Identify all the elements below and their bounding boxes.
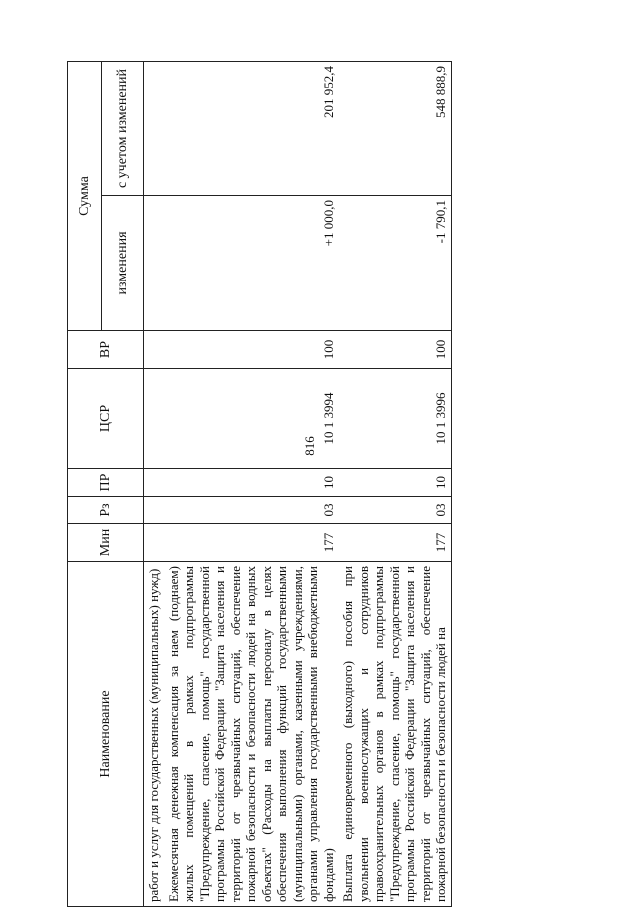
table-row [144, 62, 164, 907]
row-change: +1 000,0 [164, 196, 339, 331]
row-vr: 100 [338, 331, 451, 369]
row-rz: 03 [338, 497, 451, 524]
budget-table [67, 61, 452, 907]
header-pr: ПР [68, 469, 144, 497]
header-change: изменения [102, 196, 144, 331]
row-change: -1 790,1 [338, 196, 451, 331]
table-row [338, 62, 451, 907]
row-pr: 10 [338, 469, 451, 497]
header-csr: ЦСР [68, 369, 144, 469]
row-vr: 100 [164, 331, 339, 369]
page-number: 816 [301, 436, 317, 456]
row-total: 548 888,9 [338, 62, 451, 196]
row-name: работ и услуг для государственных (муниципальных) нужд) [144, 562, 164, 907]
header-min: Мин [68, 524, 144, 562]
row-pr: 10 [164, 469, 339, 497]
table-row [164, 62, 339, 907]
budget-table-sheet [67, 62, 637, 907]
row-pr [144, 469, 164, 497]
header-rz: Рз [68, 497, 144, 524]
row-name: Выплата единовременного (выходного) пособия при увольнении военнослужащих и сотрудников правоохранительных органов в рамках подпрограммы "Предупреждение, спасение, помощь" государственной программы Российской Федерации "Защита населения и территорий от чрезвычайных ситуаций, обеспечение пожарной безопасности и безопасности людей на [338, 562, 451, 907]
row-change [144, 196, 164, 331]
row-total: 201 952,4 [164, 62, 339, 196]
header-name: Наименование [68, 562, 144, 907]
row-name: Ежемесячная денежная компенсация за наем (поднаем) жилых помещений в рамках подпрограммы "Предупреждение, спасение, помощь" государственной программы Российской Федерации "Защита населения и территорий от чрезвычайных ситуаций, обеспечение пожарной безопасности и безопасности людей на водных объектах" (Расходы на выплаты персоналу в целях обеспечения выполнения функций государственными (муниципальными) органами, казенными учреждениями, органами управления государственными внебюджетными фондами) [164, 562, 339, 907]
row-min: 177 [338, 524, 451, 562]
row-rz [144, 497, 164, 524]
row-csr [144, 369, 164, 469]
header-vr: ВР [68, 331, 144, 369]
row-vr [144, 331, 164, 369]
row-total [144, 62, 164, 196]
header-with-change: с учетом изменений [102, 62, 144, 196]
row-csr: 10 1 3996 [338, 369, 451, 469]
row-min: 177 [164, 524, 339, 562]
row-min [144, 524, 164, 562]
row-rz: 03 [164, 497, 339, 524]
row-csr: 10 1 3994 [164, 369, 339, 469]
rotated-page [67, 62, 637, 907]
header-sum: Сумма [68, 62, 102, 331]
